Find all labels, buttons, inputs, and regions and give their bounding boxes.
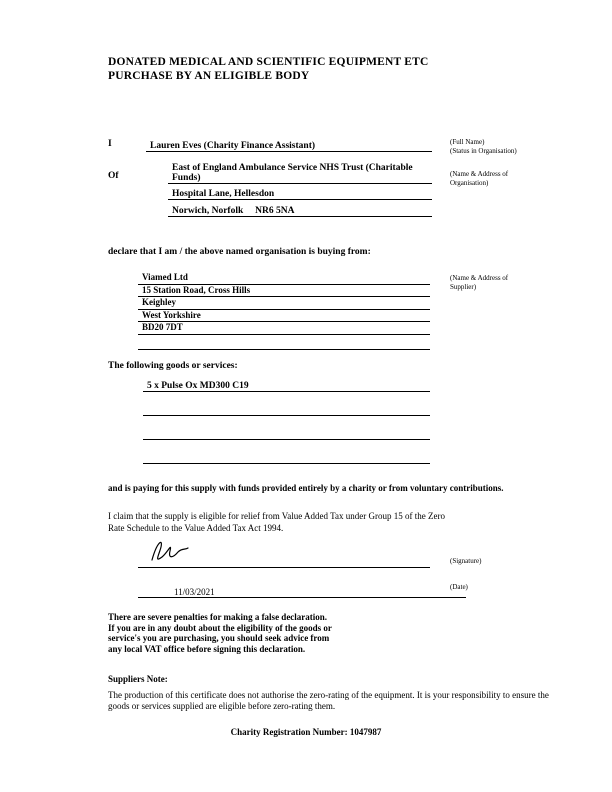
organisation-address2-value: Norwich, Norfolk NR6 5NA [172, 206, 295, 216]
claim-statement: I claim that the supply is eligible for relief from Value Added Tax under Group 15 of the Zero Rate Schedule to the Value Added Tax Act 1994. [108, 511, 445, 533]
supplier-note-line1: (Name & Address of [450, 274, 509, 282]
full-name-notes [450, 138, 580, 156]
goods-block [143, 368, 430, 464]
supplier-line: West Yorkshire [138, 310, 430, 323]
date-note: (Date) [450, 583, 468, 591]
suppliers-note-heading: Suppliers Note: [108, 674, 168, 684]
goods-line: 5 x Pulse Ox MD300 C19 [143, 368, 430, 392]
date-field [138, 578, 466, 598]
supplier-note-line2: Supplier) [450, 283, 477, 291]
signature-field [138, 545, 430, 568]
supplier-notes [450, 274, 580, 292]
i-label: I [108, 139, 112, 149]
supplier-line: 15 Station Road, Cross Hills [138, 285, 430, 298]
funds-statement: and is paying for this supply with funds provided entirely by a charity or from voluntary contributions. [108, 483, 504, 493]
penalty-warning-line4: any local VAT office before signing this declaration. [108, 643, 306, 654]
suppliers-note-text: The production of this certificate does not authorise the zero-rating of the equipment. It is your responsibility to ensure the goods or services supplied are eligible before zero-rating them. [108, 690, 549, 711]
full-name-value: Lauren Eves (Charity Finance Assistant) [150, 141, 316, 151]
goods-label: The following goods or services: [108, 361, 238, 371]
full-name-field [146, 133, 432, 152]
organisation-note-line2: Organisation) [450, 179, 489, 187]
penalty-warning-line3: service's you are purchasing, you should seek advice from [108, 633, 330, 643]
penalty-warning-line2: If you are in any doubt about the eligibility of the goods or [108, 622, 332, 633]
supplier-block [138, 272, 430, 350]
document-title [108, 55, 548, 83]
supplier-line: BD20 7DT [138, 322, 430, 335]
date-value: 11/03/2021 [174, 587, 215, 597]
penalty-warning [108, 612, 438, 654]
organisation-address1-field [168, 183, 432, 200]
of-label: Of [108, 171, 119, 181]
goods-line-empty [143, 416, 430, 440]
organisation-address2-field [168, 200, 432, 217]
document-title-line1: DONATED MEDICAL AND SCIENTIFIC EQUIPMENT ETC [108, 56, 429, 68]
supplier-line-empty [138, 335, 430, 350]
signature-note: (Signature) [450, 557, 482, 565]
goods-line-empty [143, 392, 430, 416]
goods-line-empty [143, 440, 430, 464]
organisation-name-value: East of England Ambulance Service NHS Trust (Charitable Funds) [172, 163, 413, 183]
supplier-line: Keighley [138, 297, 430, 310]
penalty-warning-line1: There are severe penalties for making a false declaration. [108, 612, 328, 622]
status-note: (Status in Organisation) [450, 147, 517, 155]
organisation-note-line1: (Name & Address of [450, 170, 509, 178]
organisation-name-field [168, 165, 432, 184]
supplier-line: Viamed Ltd [138, 272, 430, 285]
document-title-line2: PURCHASE BY AN ELIGIBLE BODY [108, 70, 310, 82]
organisation-address1-value: Hospital Lane, Hellesdon [172, 189, 275, 199]
buying-from-label: declare that I am / the above named organisation is buying from: [108, 247, 371, 257]
organisation-notes [450, 170, 580, 188]
charity-registration-number: Charity Registration Number: 1047987 [230, 727, 382, 737]
full-name-note: (Full Name) [450, 138, 485, 146]
